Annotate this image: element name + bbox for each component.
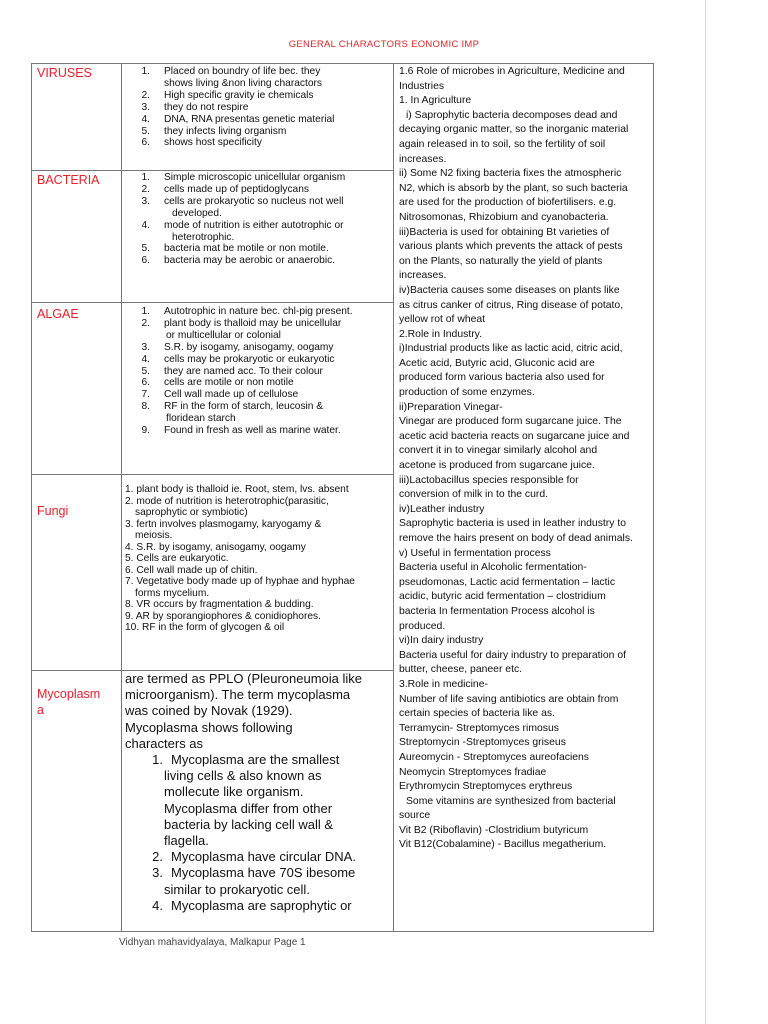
list-item bbox=[122, 389, 393, 401]
text-line: Some vitamins are synthesized from bacterial bbox=[406, 795, 616, 807]
list-item-continuation: saprophytic or symbiotic) bbox=[135, 507, 248, 518]
text-line: vi)In dairy industry bbox=[399, 635, 484, 647]
text-line: certain species of bacteria like as. bbox=[399, 708, 555, 720]
mycoplasma-intro-line: are termed as PPLO (Pleuroneumoia like bbox=[125, 671, 363, 686]
text-line: Vit B2 (Riboflavin) -Clostridium butyricum bbox=[399, 824, 589, 836]
list-item: 6. Cell wall made up of chitin. bbox=[125, 564, 258, 576]
text-line: iii)Bacteria is used for obtaining Bt varieties of bbox=[399, 226, 610, 238]
item-number: 4. bbox=[141, 219, 150, 231]
list-item-continuation: bacteria by lacking cell wall & bbox=[164, 816, 334, 832]
list-item bbox=[122, 255, 393, 267]
list-item bbox=[122, 752, 393, 768]
item-text: Mycoplasma have 70S ibesome bbox=[171, 865, 356, 881]
item-number: 4. bbox=[152, 897, 163, 913]
mycoplasma-intro-line: microorganism). The term mycoplasma bbox=[125, 687, 351, 703]
fungi-cell bbox=[122, 475, 394, 671]
text-line: bacteria In fermentation Process alcohol is bbox=[399, 605, 595, 617]
text-line: butter, cheese, paneer etc. bbox=[399, 664, 523, 676]
mycoplasma-text bbox=[122, 671, 393, 914]
item-text: Mycoplasma have circular DNA. bbox=[171, 849, 356, 865]
mycoplasma-cell bbox=[122, 671, 394, 932]
characters-table bbox=[31, 63, 654, 932]
algae-label: ALGAE bbox=[37, 307, 79, 321]
list-item-continuation: similar to prokaryotic cell. bbox=[164, 881, 310, 897]
mycoplasma-intro-line: characters as bbox=[125, 735, 204, 751]
list-item bbox=[122, 172, 393, 184]
text-line: acetic acid bacteria reacts on sugarcane juice and bbox=[399, 430, 630, 442]
text-line: ii)Preparation Vinegar- bbox=[399, 401, 503, 413]
list-item bbox=[122, 90, 393, 102]
viruses-label: VIRUSES bbox=[37, 66, 92, 80]
item-text: cells made up of peptidoglycans bbox=[164, 183, 309, 195]
list-item bbox=[122, 126, 393, 138]
text-line: i) Saprophytic bacteria decomposes dead and bbox=[406, 109, 618, 121]
text-line: Acetic acid, Butyric acid, Gluconic acid are bbox=[399, 357, 595, 369]
list-item: 2. mode of nutrition is heterotrophic(parasitic, bbox=[125, 495, 329, 507]
text-line: Number of life saving antibiotics are obtain from bbox=[399, 693, 619, 705]
text-line: 1.6 Role of microbes in Agriculture, Medicine and bbox=[399, 66, 625, 77]
item-text: plant body is thalloid may be unicellular bbox=[164, 317, 342, 329]
text-line: Streptomycin -Streptomyces griseus bbox=[399, 737, 566, 749]
text-line: as citrus canker of citrus, Ring disease of potato, bbox=[399, 299, 624, 311]
item-number: 2. bbox=[141, 89, 150, 101]
list-item bbox=[122, 220, 393, 232]
text-line: 3.Role in medicine- bbox=[399, 678, 488, 690]
label-cell-bacteria bbox=[32, 171, 122, 303]
item-text: Mycoplasma are saprophytic or bbox=[171, 897, 352, 913]
text-line: are used for the production of biofertilisers. e.g. bbox=[399, 197, 617, 209]
list-item: 5. Cells are eukaryotic. bbox=[125, 553, 229, 564]
text-line: increases. bbox=[399, 153, 447, 165]
list-item bbox=[122, 306, 393, 318]
text-line: convert it in to vinegar similarly alcohol and bbox=[399, 445, 598, 457]
text-line: Vit B12(Cobalamine) - Bacillus megatherium. bbox=[399, 839, 607, 851]
item-text: Placed on boundry of life bec. they bbox=[164, 66, 321, 77]
list-item: 8. VR occurs by fragmentation & budding. bbox=[125, 599, 314, 610]
list-item: 10. RF in the form of glycogen & oil bbox=[125, 622, 285, 633]
item-text: cells may be prokaryotic or eukaryotic bbox=[164, 353, 335, 365]
item-text: DNA, RNA presentas genetic material bbox=[164, 113, 335, 125]
item-text: bacteria may be aerobic or anaerobic. bbox=[164, 255, 336, 267]
text-line: acetone is produced from sugarcane juice. bbox=[399, 460, 595, 472]
bacteria-list bbox=[122, 171, 393, 267]
bacteria-label: BACTERIA bbox=[37, 173, 100, 187]
list-item-continuation: shows living &non living charactors bbox=[164, 77, 322, 89]
item-text: cells are prokaryotic so nucleus not well bbox=[164, 195, 344, 207]
item-text: Found in fresh as well as marine water. bbox=[164, 425, 341, 437]
item-number: 1. bbox=[141, 306, 150, 317]
text-line: Industries bbox=[399, 80, 445, 92]
item-number: 5. bbox=[141, 125, 150, 137]
page-edge-divider bbox=[705, 0, 706, 1024]
item-number: 1. bbox=[141, 66, 150, 77]
list-item-continuation: heterotrophic. bbox=[172, 231, 235, 243]
text-line: Bacteria useful for dairy industry to preparation of bbox=[399, 649, 626, 661]
item-number: 3. bbox=[141, 101, 150, 113]
list-item: 4. S.R. by isogamy, anisogamy, oogamy bbox=[125, 541, 306, 553]
list-item bbox=[122, 377, 393, 389]
item-number: 6. bbox=[141, 137, 150, 149]
label-cell-mycoplasma bbox=[32, 671, 122, 932]
list-item bbox=[122, 102, 393, 114]
item-text: shows host specificity bbox=[164, 137, 262, 149]
text-line: iii)Lactobacillus species responsible for bbox=[399, 474, 579, 486]
text-line: i)Industrial products like as lactic acid, citric acid, bbox=[399, 343, 623, 355]
item-number: 4. bbox=[141, 353, 150, 365]
text-line: Vinegar are produced form sugarcane juice. The bbox=[399, 416, 622, 428]
item-text: Cell wall made up of cellulose bbox=[164, 389, 299, 401]
item-text: they are named acc. To their colour bbox=[164, 365, 323, 377]
item-text: High specific gravity ie chemicals bbox=[164, 89, 314, 101]
text-line: production of some enzymes. bbox=[399, 387, 535, 399]
item-number: 6. bbox=[141, 377, 150, 389]
list-item-continuation: floridean starch bbox=[166, 413, 236, 425]
item-number: 9. bbox=[141, 425, 150, 437]
item-number: 3. bbox=[141, 195, 150, 207]
text-line: increases. bbox=[399, 270, 447, 282]
text-line: Saprophytic bacteria is used in leather industry to bbox=[399, 518, 626, 530]
text-line: pseudomonas, Lactic acid fermentation – lactic bbox=[399, 576, 616, 588]
item-text: they infects living organism bbox=[164, 125, 287, 137]
item-text: Mycoplasma are the smallest bbox=[171, 752, 340, 768]
text-line: source bbox=[399, 810, 431, 822]
item-number: 4. bbox=[141, 113, 150, 125]
text-line: on the Plants, so naturally the yield of plants bbox=[399, 255, 603, 267]
list-item: 1. plant body is thalloid ie. Root, stem, lvs. absent bbox=[125, 484, 349, 495]
text-line: various plants which prevents the attack of pests bbox=[399, 241, 623, 253]
list-item bbox=[122, 66, 393, 78]
list-item bbox=[122, 342, 393, 354]
list-item bbox=[122, 366, 393, 378]
item-text: mode of nutrition is either autotrophic or bbox=[164, 219, 344, 231]
list-item bbox=[122, 137, 393, 149]
item-text: they do not respire bbox=[164, 101, 249, 113]
label-cell-algae bbox=[32, 303, 122, 475]
item-number: 3. bbox=[152, 865, 163, 881]
item-number: 2. bbox=[141, 317, 150, 329]
list-item bbox=[122, 354, 393, 366]
text-line: again released in to soil, so the fertility of soil bbox=[399, 138, 606, 150]
list-item-continuation: living cells & also known as bbox=[164, 768, 322, 784]
item-number: 1. bbox=[141, 172, 150, 183]
page-footer: Vidhyan mahavidyalaya, Malkapur Page 1 bbox=[119, 937, 306, 948]
economic-importance-text bbox=[394, 64, 653, 853]
list-item bbox=[122, 898, 393, 914]
item-number: 7. bbox=[141, 389, 150, 401]
text-line: v) Useful in fermentation process bbox=[399, 547, 551, 559]
text-line: Aureomycin - Streptomyces aureofaciens bbox=[399, 751, 589, 763]
item-number: 8. bbox=[141, 401, 150, 413]
text-line: 2.Role in Industry. bbox=[399, 328, 482, 340]
text-line: Terramycin- Streptomyces rimosus bbox=[399, 722, 559, 734]
text-line: acidic, butyric acid fermentation – clostridium bbox=[399, 591, 606, 603]
fungi-label: Fungi bbox=[37, 504, 69, 518]
page-title: GENERAL CHARACTORS EONOMIC IMP bbox=[288, 39, 480, 50]
item-text: bacteria mat be motile or non motile. bbox=[164, 243, 329, 255]
mycoplasma-intro-line: was coined by Novak (1929). bbox=[125, 703, 293, 719]
item-number: 1. bbox=[152, 752, 163, 768]
item-text: cells are motile or non motile bbox=[164, 377, 294, 389]
list-item: 7. Vegetative body made up of hyphae and hyphae bbox=[125, 576, 355, 587]
text-line: produced. bbox=[399, 620, 446, 632]
list-item-continuation: flagella. bbox=[164, 833, 209, 849]
list-item bbox=[122, 318, 393, 330]
list-item bbox=[122, 243, 393, 255]
bacteria-cell bbox=[122, 171, 394, 303]
text-line: decaying organic matter, so the inorganic material bbox=[399, 124, 629, 136]
mycoplasma-label-line1: Mycoplasm bbox=[37, 687, 101, 701]
list-item: 3. fertn involves plasmogamy, karyogamy & bbox=[125, 518, 322, 530]
text-line: iv)Bacteria causes some diseases on plants like bbox=[399, 284, 620, 296]
viruses-list bbox=[122, 64, 393, 149]
text-line: Nitrosomonas, Rhizobium and cyanobacteria. bbox=[399, 211, 609, 223]
list-item bbox=[122, 425, 393, 437]
text-line: remove the hairs present on body of dead animals. bbox=[399, 533, 633, 544]
list-item-continuation: meiosis. bbox=[135, 530, 173, 541]
item-number: 2. bbox=[152, 849, 163, 865]
item-number: 5. bbox=[141, 243, 150, 255]
list-item bbox=[122, 401, 393, 413]
text-line: Bacteria useful in Alcoholic fermentation- bbox=[399, 562, 587, 574]
list-item-continuation: mollecute like organism. bbox=[164, 784, 304, 800]
list-item-continuation: forms mycelium. bbox=[135, 587, 210, 599]
list-item bbox=[122, 849, 393, 865]
mycoplasma-intro-line: Mycoplasma shows following bbox=[125, 719, 293, 735]
economic-importance-cell bbox=[394, 64, 654, 932]
item-number: 6. bbox=[141, 255, 150, 267]
text-line: Neomycin Streptomyces fradiae bbox=[399, 766, 547, 778]
text-line: iv)Leather industry bbox=[399, 503, 485, 515]
list-item-continuation: Mycoplasma differ from other bbox=[164, 800, 333, 816]
list-item-continuation: or multicellular or colonial bbox=[166, 329, 281, 341]
list-item bbox=[122, 196, 393, 208]
item-number: 3. bbox=[141, 341, 150, 353]
item-text: Simple microscopic unicellular organism bbox=[164, 172, 346, 183]
text-line: yellow rot of wheat bbox=[399, 314, 486, 326]
item-text: S.R. by isogamy, anisogamy, oogamy bbox=[164, 341, 334, 353]
list-item-continuation: developed. bbox=[172, 207, 222, 219]
text-line: ii) Some N2 fixing bacteria fixes the atmospheric bbox=[399, 168, 622, 180]
text-line: produced form various bacteria also used for bbox=[399, 372, 605, 384]
label-cell-fungi bbox=[32, 475, 122, 671]
list-item bbox=[122, 114, 393, 126]
mycoplasma-label bbox=[32, 671, 121, 718]
text-line: conversion of milk in to the curd. bbox=[399, 489, 549, 501]
item-number: 5. bbox=[141, 365, 150, 377]
viruses-cell bbox=[122, 64, 394, 171]
list-item: 9. AR by sporangiophores & conidiophores. bbox=[125, 610, 321, 622]
text-line: N2, which is absorb by the plant, so such bacteria bbox=[399, 182, 628, 194]
list-item bbox=[122, 184, 393, 196]
algae-list bbox=[122, 303, 393, 437]
item-text: RF in the form of starch, leucosin & bbox=[164, 401, 324, 413]
text-line: Erythromycin Streptomyces erythreus bbox=[399, 781, 573, 793]
text-line: 1. In Agriculture bbox=[399, 95, 472, 107]
list-item bbox=[122, 865, 393, 881]
algae-cell bbox=[122, 303, 394, 475]
fungi-list bbox=[122, 475, 393, 634]
mycoplasma-label-line2: a bbox=[37, 703, 44, 717]
item-number: 2. bbox=[141, 183, 150, 195]
label-cell-viruses bbox=[32, 64, 122, 171]
item-text: Autotrophic in nature bec. chl-pig present. bbox=[164, 306, 353, 317]
